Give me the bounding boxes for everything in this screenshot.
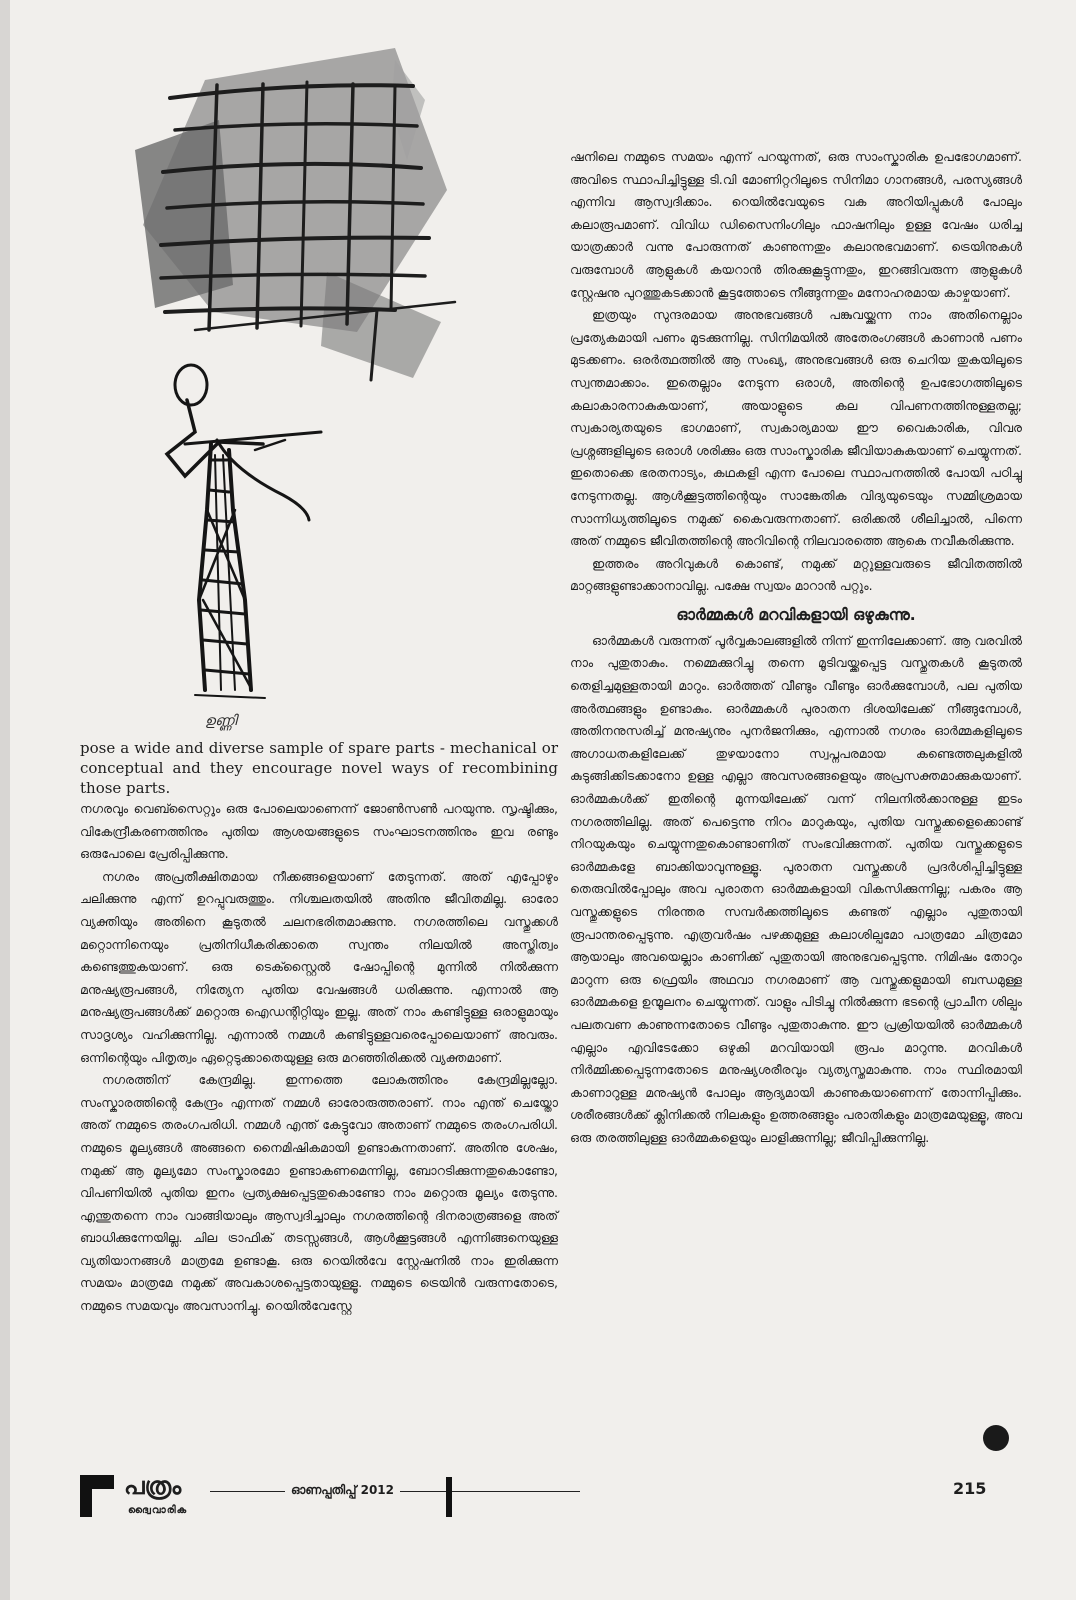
paragraph: നഗരത്തിന് കേന്ദ്രമില്ല. ഇന്നത്തെ ലോകത്തിനും കേന്ദ്രമില്ലല്ലോ. സംസ്കാരത്തിന്റെ കേന്ദ്രം എന്നത് നമ്മൾ ഓരോരുത്തരാണ്. നാം എന്ത് ചെയ്തോ അത് നമ്മുടെ തരംഗപരിധി. നമ്മൾ എന്ത് കേട്ടുവോ അതാണ് നമ്മുടെ തരംഗപരിധി. നമ്മുടെ മൂല്യങ്ങൾ അങ്ങനെ നൈമിഷികമായി ഉണ്ടാകുന്നതാണ്. അതിനു ശേഷം, നമുക്ക് ആ മൂല്യമോ സംസ്കാരമോ ഉണ്ടാകണമെന്നില്ല, ബോറടിക്കുന്നതുകൊണ്ടോ, വിപണിയിൽ പുതിയ ഇനം പ്രത്യക്ഷപ്പെട്ടതുകൊണ്ടോ നാം മറ്റൊരു മൂല്യം തേടുന്നു. എന്തുതന്നെ നാം വാങ്ങിയാലും ആസ്വദിച്ചാലും നഗരത്തിന്റെ ദിനരാത്രങ്ങളെ അത് ബാധിക്കുന്നേയില്ല. ചില ട്രാഫിക് തടസ്സങ്ങൾ, ആൾക്കൂട്ടങ്ങൾ എന്നിങ്ങനെയുള്ള വ്യതിയാനങ്ങൾ മാത്രമേ ഉണ്ടാകൂ. ഒരു റെയിൽവേ സ്റ്റേഷനിൽ നാം ഇരിക്കുന്ന സമയം മാത്രമേ നമുക്ക് അവകാശപ്പെട്ടതായുള്ളൂ. നമ്മുടെ ട്രെയിൻ വരുന്നതോടെ, നമ്മുടെ സമയവും അവസാനിച്ചു. റെയിൽവേസ്റ്റേ [80, 1072, 558, 1314]
illustration [95, 40, 575, 740]
paragraph: നഗരവും വെബ്സൈറ്റും ഒരു പോലെയാണെന്ന് ജോൺസൺ പറയുന്നു. സൃഷ്ടിക്കും, വികേന്ദ്രീകരണത്തിനും പുതിയ ആശയങ്ങളുടെ സംഘാടനത്തിനും ഇവ രണ്ടും ഒരുപോലെ പ്രേരിപ്പിക്കുന്നു. [80, 801, 558, 862]
figure-drawing [167, 365, 321, 698]
magazine-name: പത്രം [124, 1472, 182, 1500]
footer-bar [446, 1477, 452, 1517]
edition-label: ഓണപ്പതിപ്പ് 2012 [285, 1483, 400, 1498]
right-column [570, 146, 1022, 1150]
left-column [80, 738, 558, 1318]
paragraph: ഇത്രയും സുന്ദരമായ അനുഭവങ്ങൾ പങ്കുവയ്ക്കുന്ന നാം അതിനെല്ലാം പ്രത്യേകമായി പണം മുടക്കുന്നില്ല. സിനിമയിൽ അതേരംഗങ്ങൾ കാണാൻ പണം മുടക്കണം. ഒരർത്ഥത്തിൽ ആ സംഖ്യ, അനുഭവങ്ങൾ ഒരു ചെറിയ തുകയിലൂടെ സ്വന്തമാക്കാം. ഇതെല്ലാം നേടുന്ന ഒരാൾ, അതിന്റെ ഉപഭോഗത്തിലൂടെ കലാകാരനാകുകയാണ്, അയാളുടെ കല വിപണനത്തിനുള്ളതല്ല; സ്വകാര്യതയുടെ ഭാഗമാണ്, സ്വകാര്യമായ ഈ വൈകാരിക, വിവര പ്രശ്നങ്ങളിലൂടെ ഒരാൾ ശരിക്കും ഒരു സാംസ്കാരിക ജീവിയാകുകയാണ് ചെയ്യുന്നത്. ഇതൊക്കെ ഭരതനാട്യം, കഥകളി എന്ന പോലെ സ്ഥാപനത്തിൽ പോയി പഠിച്ചു നേടുന്നതല്ല. ആൾക്കൂട്ടത്തിന്റെയും സാങ്കേതിക വിദ്യയുടെയും സമ്മിശ്രമായ സാന്നിധ്യത്തിലൂടെ നമുക്ക് കൈവരുന്നതാണ്. ഒരിക്കൽ ശീലിച്ചാൽ, പിന്നെ അത് നമ്മുടെ ജീവിതത്തിന്റെ അറിവിന്റെ നിലവാരത്തെ ആകെ നവീകരിക്കുന്നു. [570, 307, 1022, 549]
paragraph: ഓർമ്മകൾ വരുന്നത് പൂർവ്വകാലങ്ങളിൽ നിന്ന് ഇന്നിലേക്കാണ്. ആ വരവിൽ നാം പുതുതാകും. നമ്മെക്കുറിച്ചു തന്നെ മൂടിവയ്ക്കപ്പെട്ട വസ്തുതകൾ കൂടുതൽ തെളിച്ചമുള്ളതായി മാറും. ഓർത്തത് വീണ്ടും വീണ്ടും ഓർക്കുമ്പോൾ, പല പുതിയ അർത്ഥങ്ങളും ഉണ്ടാകും. ഓർമ്മകൾ പുരാതന ദിശയിലേക്ക് നീങ്ങുമ്പോൾ, അതിനനുസരിച്ച് മനുഷ്യനും പുനർജനിക്കും, എന്നാൽ നഗരം ഓർമ്മകളിലൂടെ അഗാധതകളിലേക്ക് തുഴയാനോ സ്വപ്നപരമായ കണ്ടെത്തലുകളിൽ കുടുങ്ങിക്കിടക്കാനോ ഉള്ള എല്ലാ അവസരങ്ങളെയും അപ്രസക്തമാക്കുകയാണ്. ഓർമ്മകൾക്ക് ഇതിന്റെ മുന്നയിലേക്ക് വന്ന് നിലനിൽക്കാനുള്ള ഇടം നഗരത്തിലില്ല. അത് പെട്ടെന്നു നിറം മാറുകയും, പുതിയ വസ്തുക്കളെക്കൊണ്ട് നിറയുകയും ചെയ്യുന്നതുകൊണ്ടാണിത് സംഭവിക്കുന്നത്. പുതിയ വസ്തുക്കളുടെ ഓർമ്മകളേ ബാക്കിയാവുന്നുള്ളൂ. പുരാതന വസ്തുക്കൾ പ്രദർശിപ്പിച്ചിട്ടുള്ള തെരുവിൽപ്പോലും അവ പുരാതന ഓർമ്മകളായി വികസിക്കുന്നില്ല; പകരം ആ വസ്തുക്കളുടെ നിരന്തര സമ്പർക്കത്തിലൂടെ കണ്ടത് എല്ലാം പുതുതായി രൂപാന്തരപ്പെടുന്നു. എത്രവർഷം പഴക്കമുള്ള കലാശില്പമോ പാത്രമോ ചിത്രമോ ആയാലും അവയെല്ലാം കാണിക്ക് പുതുതായി അനുഭവപ്പെടുന്നു. നിമിഷം തോറും മാറുന്ന ഒരു ഫ്രെയിം അഥവാ നഗരമാണ് ആ വസ്തുക്കളുമായി ബന്ധമുള്ള ഓർമ്മകളെ ഉന്മൂലനം ചെയ്യുന്നത്. വാളും പിടിച്ചു നിൽക്കുന്ന ഭടന്റെ പ്രാചീന ശില്പം പലതവണ കാണുന്നതോടെ വീണ്ടും പുതുതാകുന്നു. ഈ പ്രക്രിയയിൽ ഓർമ്മകൾ എല്ലാം എവിടേക്കോ ഒഴുകി മറവിയായി രൂപം മാറുന്നു. മറവികൾ നിർമ്മിക്കപ്പെടുന്നതോടെ മനുഷ്യശരീരവും വ്യത്യസ്തമാകുന്നു. നാം സ്ഥിരമായി കാണാറുള്ള മനുഷ്യൻ പോലും ആദ്യമായി കാണുകയാണെന്ന് തോന്നിപ്പിക്കും. ശരീരങ്ങൾക്ക് ക്ലിനിക്കൽ നിലകളും ഉത്തരങ്ങളും പരാതികളും മാത്രമേയുള്ളൂ, അവ ഒരു തരത്തിലുള്ള ഓർമ്മകളെയും ലാളിക്കുന്നില്ല; ജീവിപ്പിക്കുന്നില്ല. [570, 632, 1022, 1145]
section-subheading: ഓർമ്മകൾ മറവികളായി ഒഴുകുന്നു. [676, 605, 916, 624]
end-mark-icon [983, 1425, 1009, 1451]
paragraph: ഷനിലെ നമ്മുടെ സമയം എന്ന് പറയുന്നത്, ഒരു സാംസ്കാരിക ഉപഭോഗമാണ്. അവിടെ സ്ഥാപിച്ചിട്ടുള്ള ടി.വി മോണിറ്ററിലൂടെ സിനിമാ ഗാനങ്ങൾ, പരസ്യങ്ങൾ എന്നിവ ആസ്വദിക്കാം. റെയിൽവേയുടെ വക അറിയിപ്പുകൾ പോലും കലാരൂപമാണ്. വിവിധ ഡിസൈനിംഗിലും ഫാഷനിലും ഉള്ള വേഷം ധരിച്ച യാത്രക്കാർ വന്നു പോരുന്നത് കാണുന്നതും കലാനുഭവമാണ്. ട്രെയിനുകൾ വരുമ്പോൾ ആളുകൾ കയറാൻ തിരക്കുകൂട്ടുന്നതും, ഇറങ്ങിവരുന്ന ആളുകൾ സ്റ്റേഷനു പുറത്തുകടക്കാൻ കൂട്ടത്തോടെ നീങ്ങുന്നതും മനോഹരമായ കാഴ്ചയാണ്. [570, 149, 1022, 300]
magazine-frequency: ദ്വൈവാരിക [128, 1505, 188, 1516]
artist-signature: ഉണ്ണി [205, 713, 237, 729]
english-lead-text: pose a wide and diverse sample of spare parts - mechanical or conceptual and they encourage novel ways of recombining those parts. [80, 739, 558, 797]
paragraph: നഗരം അപ്രതീക്ഷിതമായ നീക്കങ്ങളെയാണ് തേടുന്നത്. അത് എപ്പോഴും ചലിക്കുന്നു എന്ന് ഉറപ്പുവരുത്തും. നിശ്ചലതയിൽ അതിനു ജീവിതമില്ല. ഓരോ വ്യക്തിയും അതിനെ കൂടുതൽ ചലനഭരിതമാക്കുന്നു. നഗരത്തിലെ വസ്തുക്കൾ മറ്റൊന്നിനെയും പ്രതിനിധീകരിക്കാതെ സ്വന്തം നിലയിൽ അസ്തിത്വം കണ്ടെത്തുകയാണ്. ഒരു ടെക്സ്റ്റൈൽ ഷോപ്പിന്റെ മുന്നിൽ നിൽക്കുന്ന മനുഷ്യരൂപങ്ങൾ, നിത്യേന പുതിയ വേഷങ്ങൾ ധരിക്കുന്നു. എന്നാൽ ആ മനുഷ്യരൂപങ്ങൾക്ക് മറ്റൊരു ഐഡന്റിറ്റിയും ഇല്ല. അത് നാം കണ്ടിട്ടുള്ള ഒരാളുമായും സാദൃശ്യം വഹിക്കുന്നില്ല. എന്നാൽ നമ്മൾ കണ്ടിട്ടുള്ളവരെപ്പോലെയാണ് അവരും. ഒന്നിന്റെയും പിതൃത്വം ഏറ്റെടുക്കാതെയുള്ള ഒരു മറഞ്ഞിരിക്കൽ വ്യക്തമാണ്. [80, 868, 558, 1065]
paragraph: ഇത്തരം അറിവുകൾ കൊണ്ട്, നമുക്ക് മറ്റുള്ളവരുടെ ജീവിതത്തിൽ മാറ്റങ്ങളുണ്ടാക്കാനാവില്ല. പക്ഷേ സ്വയം മാറാൻ പറ്റും. [570, 555, 1022, 594]
magazine-logo-icon [80, 1475, 114, 1517]
page-number: 215 [953, 1479, 987, 1498]
page-edge [0, 0, 10, 1600]
page-footer [80, 1471, 1025, 1531]
